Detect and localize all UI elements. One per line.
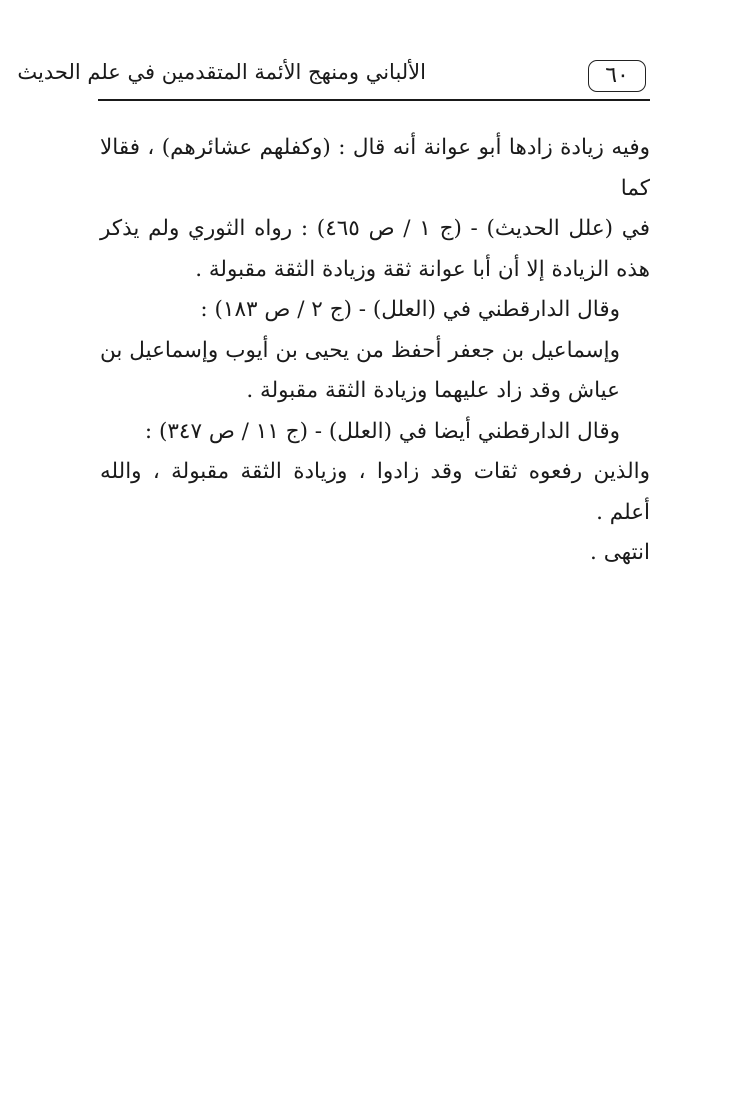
paragraph-2 bbox=[100, 290, 650, 331]
running-title: الألباني ومنهج الأئمة المتقدمين في علم الحديث bbox=[17, 60, 426, 84]
page-number bbox=[588, 60, 646, 92]
text-line: في (علل الحديث) - (ج ١ / ص ٤٦٥) : رواه الثوري ولم يذكر bbox=[100, 216, 650, 241]
text-line: وقال الدارقطني في (العلل) - (ج ٢ / ص ١٨٣) : bbox=[200, 297, 620, 322]
paragraph-5 bbox=[100, 452, 650, 574]
body-text bbox=[100, 128, 650, 574]
header-rule bbox=[98, 99, 650, 101]
paragraph-3 bbox=[100, 331, 650, 412]
text-line: انتهى . bbox=[590, 540, 650, 565]
text-line: وإسماعيل بن جعفر أحفظ من يحيى بن أيوب وإسماعيل بن bbox=[100, 337, 620, 363]
paragraph-1 bbox=[100, 128, 650, 290]
paragraph-4 bbox=[100, 412, 650, 453]
text-line: والذين رفعوه ثقات وقد زادوا ، وزيادة الثقة مقبولة ، والله أعلم . bbox=[100, 459, 650, 525]
text-line: وفيه زيادة زادها أبو عوانة أنه قال : (وكفلهم عشائرهم) ، فقالا كما bbox=[100, 135, 650, 201]
page-header bbox=[17, 52, 650, 104]
text-line: عياش وقد زاد عليهما وزيادة الثقة مقبولة . bbox=[246, 378, 620, 403]
text-line: هذه الزيادة إلا أن أبا عوانة ثقة وزيادة الثقة مقبولة . bbox=[195, 256, 650, 282]
text-line: وقال الدارقطني أيضا في (العلل) - (ج ١١ / ص ٣٤٧) : bbox=[144, 418, 620, 444]
page-number-text: ٦٠ bbox=[605, 63, 629, 88]
